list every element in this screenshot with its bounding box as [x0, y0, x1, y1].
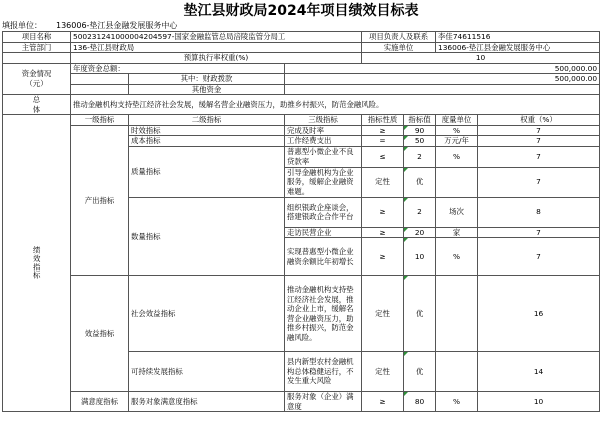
weight-cell: 7	[478, 146, 600, 167]
fund-label: 资金情况 （元）	[3, 63, 71, 95]
unit-cell: %	[436, 146, 478, 167]
goal-label: 总 体	[3, 95, 71, 115]
unit-cell: %	[436, 392, 478, 412]
value-cell: 2	[404, 197, 436, 227]
performance-table	[2, 31, 600, 412]
nature-cell: 定性	[362, 167, 404, 197]
indicator-cell: 引导金融机构为企业服务，缓解企业融资难题。	[285, 167, 362, 197]
value-cell: 20	[404, 227, 436, 238]
unit-cell: 家	[436, 227, 478, 238]
unit-cell: %	[436, 238, 478, 276]
fund-total-value: 500,000.00	[285, 63, 600, 74]
fund-total-label: 年度资金总额：	[71, 63, 285, 74]
responsible-value: 李佳74611516	[436, 32, 600, 43]
indicator-cell: 推动金融机构支持垫江经济社会发展，推动企业上市，缓解名营企业融资压力，助推乡村振兴，防范金融风险。	[285, 276, 362, 352]
indicator-cell: 走访民营企业	[285, 227, 362, 238]
weight-cell: 7	[478, 238, 600, 276]
header-nature: 指标性质	[362, 115, 404, 126]
perf-side-label	[3, 115, 71, 412]
weight-cell: 7	[478, 227, 600, 238]
unit-value: 136006-垫江县金融发展服务中心	[56, 21, 178, 30]
level2-service: 服务对象满意度指标	[129, 392, 285, 412]
level1-satisfaction: 满意度指标	[71, 392, 129, 412]
weight-cell: 8	[478, 197, 600, 227]
fund-fin-label: 其中：财政拨款	[129, 74, 285, 85]
nature-cell: ≥	[362, 392, 404, 412]
level2-quality: 质量指标	[129, 146, 285, 197]
header-weight: 权重（%）	[478, 115, 600, 126]
page-title: 垫江县财政局2024年项目绩效目标表	[183, 3, 419, 19]
indicator-cell: 县内新型农村金融机构总体稳健运行，不发生重大风险	[285, 352, 362, 392]
header-level3: 三级指标	[285, 115, 362, 126]
indicator-cell: 组织银政企座谈会，搭建银政企合作平台	[285, 197, 362, 227]
indicator-cell: 工作经费支出	[285, 136, 362, 147]
weight-cell: 7	[478, 125, 600, 136]
goal-value: 推动金融机构支持垫江经济社会发展，缓解名营企业融资压力，助推乡村振兴，防范金融风险。	[71, 95, 600, 115]
header-value: 指标值	[404, 115, 436, 126]
fund-fin-value: 500,000.00	[285, 74, 600, 85]
nature-cell: =	[362, 136, 404, 147]
fund-other-value	[285, 84, 600, 95]
nature-cell: ≥	[362, 238, 404, 276]
weight-cell: 7	[478, 167, 600, 197]
value-cell: 优	[404, 167, 436, 197]
weight-cell: 7	[478, 136, 600, 147]
indicator-cell: 完成及时率	[285, 125, 362, 136]
dept-label: 主管部门	[3, 42, 71, 53]
value-cell: 50	[404, 136, 436, 147]
unit-cell: 场次	[436, 197, 478, 227]
budget-value: 10	[362, 53, 600, 64]
project-name-label: 项目名称	[3, 32, 71, 43]
nature-cell: ≥	[362, 125, 404, 136]
header-level2: 二级指标	[129, 115, 285, 126]
value-cell: 优	[404, 352, 436, 392]
unit-cell: 万元/年	[436, 136, 478, 147]
responsible-label: 项目负责人及联系	[362, 32, 436, 43]
perf-side-text: 绩效指标	[32, 246, 42, 280]
value-cell: 优	[404, 276, 436, 352]
budget-spacer	[3, 53, 71, 64]
value-cell: 80	[404, 392, 436, 412]
unit-cell	[436, 352, 478, 392]
weight-cell: 14	[478, 352, 600, 392]
value-cell: 90	[404, 125, 436, 136]
level1-output: 产出指标	[71, 125, 129, 276]
weight-cell: 10	[478, 392, 600, 412]
impl-value: 136006-垫江县金融发展服务中心	[436, 42, 600, 53]
level2-social: 社会效益指标	[129, 276, 285, 352]
unit-cell	[436, 276, 478, 352]
indicator-cell: 服务对象（企业）满意度	[285, 392, 362, 412]
indicator-cell: 实现普惠型小微企业融资余额比年初增长	[285, 238, 362, 276]
nature-cell: 定性	[362, 352, 404, 392]
level2-cost: 成本指标	[129, 136, 285, 147]
level1-benefit: 效益指标	[71, 276, 129, 392]
weight-cell: 16	[478, 276, 600, 352]
nature-cell: 定性	[362, 276, 404, 352]
level2-quantity: 数量指标	[129, 197, 285, 276]
unit-line	[2, 21, 191, 31]
nature-cell: ≥	[362, 197, 404, 227]
level2-sustain: 可持续发展指标	[129, 352, 285, 392]
level2-timeliness: 时效指标	[129, 125, 285, 136]
budget-label: 预算执行率权重(%)	[71, 53, 362, 64]
unit-cell	[436, 167, 478, 197]
project-name-value: 500231241000004204597-国家金融监管总局涪陵监管分局工	[71, 32, 362, 43]
impl-label: 实施单位	[362, 42, 436, 53]
nature-cell: ≥	[362, 227, 404, 238]
unit-cell: %	[436, 125, 478, 136]
dept-value: 136-垫江县财政局	[71, 42, 362, 53]
indicator-cell: 普惠型小微企业不良贷款率	[285, 146, 362, 167]
fund-other-label: 其他资金	[129, 84, 285, 95]
header-level1: 一级指标	[71, 115, 129, 126]
fund-fin-spacer	[71, 74, 129, 85]
value-cell: 10	[404, 238, 436, 276]
value-cell: 2	[404, 146, 436, 167]
header-unit: 度量单位	[436, 115, 478, 126]
unit-label: 填报单位：	[2, 21, 42, 30]
nature-cell: ≤	[362, 146, 404, 167]
fund-other-spacer	[71, 84, 129, 95]
